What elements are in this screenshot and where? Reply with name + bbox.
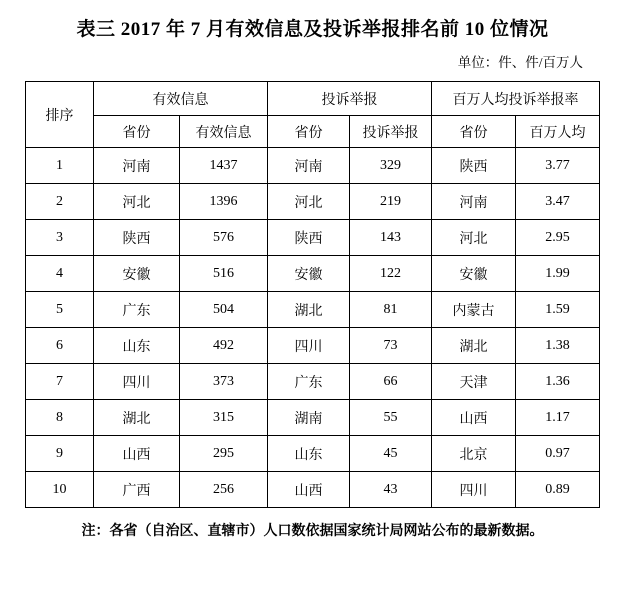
cell-complaint-value: 45 [350,436,432,472]
cell-info-value: 492 [180,328,268,364]
cell-rank: 10 [26,472,94,508]
cell-complaint-province: 山东 [268,436,350,472]
cell-info-value: 1437 [180,148,268,184]
cell-complaint-province: 湖南 [268,400,350,436]
cell-rate-value: 0.97 [516,436,600,472]
cell-complaint-value: 55 [350,400,432,436]
column-group-header-complaint: 投诉举报 [268,82,432,116]
cell-rank: 1 [26,148,94,184]
column-header-rate-value: 百万人均 [516,116,600,148]
cell-info-province: 河北 [94,184,180,220]
column-header-rank: 排序 [26,82,94,148]
cell-rank: 6 [26,328,94,364]
cell-rate-value: 3.77 [516,148,600,184]
cell-rate-value: 0.89 [516,472,600,508]
table-row [26,364,600,400]
cell-rank: 8 [26,400,94,436]
cell-complaint-province: 河南 [268,148,350,184]
cell-rank: 4 [26,256,94,292]
column-header-info-province: 省份 [94,116,180,148]
table-header [26,82,600,148]
cell-rate-value: 1.99 [516,256,600,292]
cell-complaint-province: 陕西 [268,220,350,256]
cell-rate-province: 湖北 [432,328,516,364]
cell-rank: 2 [26,184,94,220]
cell-info-value: 373 [180,364,268,400]
cell-rate-province: 河北 [432,220,516,256]
cell-complaint-value: 219 [350,184,432,220]
cell-info-value: 504 [180,292,268,328]
cell-rate-province: 四川 [432,472,516,508]
cell-complaint-province: 山西 [268,472,350,508]
cell-rank: 3 [26,220,94,256]
table-row [26,256,600,292]
cell-rank: 7 [26,364,94,400]
cell-info-province: 广西 [94,472,180,508]
table-row [26,328,600,364]
cell-complaint-province: 广东 [268,364,350,400]
column-header-complaint-value: 投诉举报 [350,116,432,148]
column-header-complaint-province: 省份 [268,116,350,148]
cell-rate-value: 1.59 [516,292,600,328]
cell-complaint-province: 湖北 [268,292,350,328]
cell-complaint-value: 73 [350,328,432,364]
cell-rate-province: 内蒙古 [432,292,516,328]
cell-complaint-value: 66 [350,364,432,400]
table-row [26,184,600,220]
cell-complaint-province: 四川 [268,328,350,364]
table-row [26,292,600,328]
cell-complaint-value: 329 [350,148,432,184]
table-row [26,472,600,508]
table-row [26,148,600,184]
table-row [26,220,600,256]
cell-info-value: 576 [180,220,268,256]
cell-info-province: 河南 [94,148,180,184]
cell-rank: 5 [26,292,94,328]
column-header-rate-province: 省份 [432,116,516,148]
cell-rate-province: 北京 [432,436,516,472]
cell-rate-value: 2.95 [516,220,600,256]
cell-rate-province: 安徽 [432,256,516,292]
table-body [26,148,600,508]
cell-rate-province: 山西 [432,400,516,436]
cell-info-value: 315 [180,400,268,436]
cell-info-province: 安徽 [94,256,180,292]
column-header-info-value: 有效信息 [180,116,268,148]
cell-rank: 9 [26,436,94,472]
cell-complaint-value: 43 [350,472,432,508]
cell-rate-province: 河南 [432,184,516,220]
cell-info-value: 516 [180,256,268,292]
cell-rate-province: 陕西 [432,148,516,184]
ranking-table [25,81,600,508]
table-row [26,400,600,436]
cell-complaint-value: 81 [350,292,432,328]
cell-info-province: 四川 [94,364,180,400]
cell-info-province: 广东 [94,292,180,328]
cell-info-province: 山东 [94,328,180,364]
cell-complaint-province: 安徽 [268,256,350,292]
column-group-header-rate: 百万人均投诉举报率 [432,82,600,116]
cell-rate-value: 3.47 [516,184,600,220]
cell-info-province: 湖北 [94,400,180,436]
cell-info-value: 256 [180,472,268,508]
document-page [0,14,625,606]
column-group-header-info: 有效信息 [94,82,268,116]
unit-label: 单位：件、件/百万人 [457,55,583,70]
cell-complaint-value: 143 [350,220,432,256]
cell-rate-value: 1.17 [516,400,600,436]
table-group-header-row [26,82,600,116]
cell-info-province: 山西 [94,436,180,472]
table-row [26,436,600,472]
cell-info-province: 陕西 [94,220,180,256]
cell-complaint-value: 122 [350,256,432,292]
page-title: 表三 2017 年 7 月有效信息及投诉举报排名前 10 位情况 [76,19,549,40]
cell-info-value: 1396 [180,184,268,220]
cell-complaint-province: 河北 [268,184,350,220]
cell-info-value: 295 [180,436,268,472]
table-sub-header-row [26,116,600,148]
cell-rate-value: 1.36 [516,364,600,400]
cell-rate-province: 天津 [432,364,516,400]
cell-rate-value: 1.38 [516,328,600,364]
table-note: 注：各省（自治区、直辖市）人口数依据国家统计局网站公布的最新数据。 [81,524,544,539]
